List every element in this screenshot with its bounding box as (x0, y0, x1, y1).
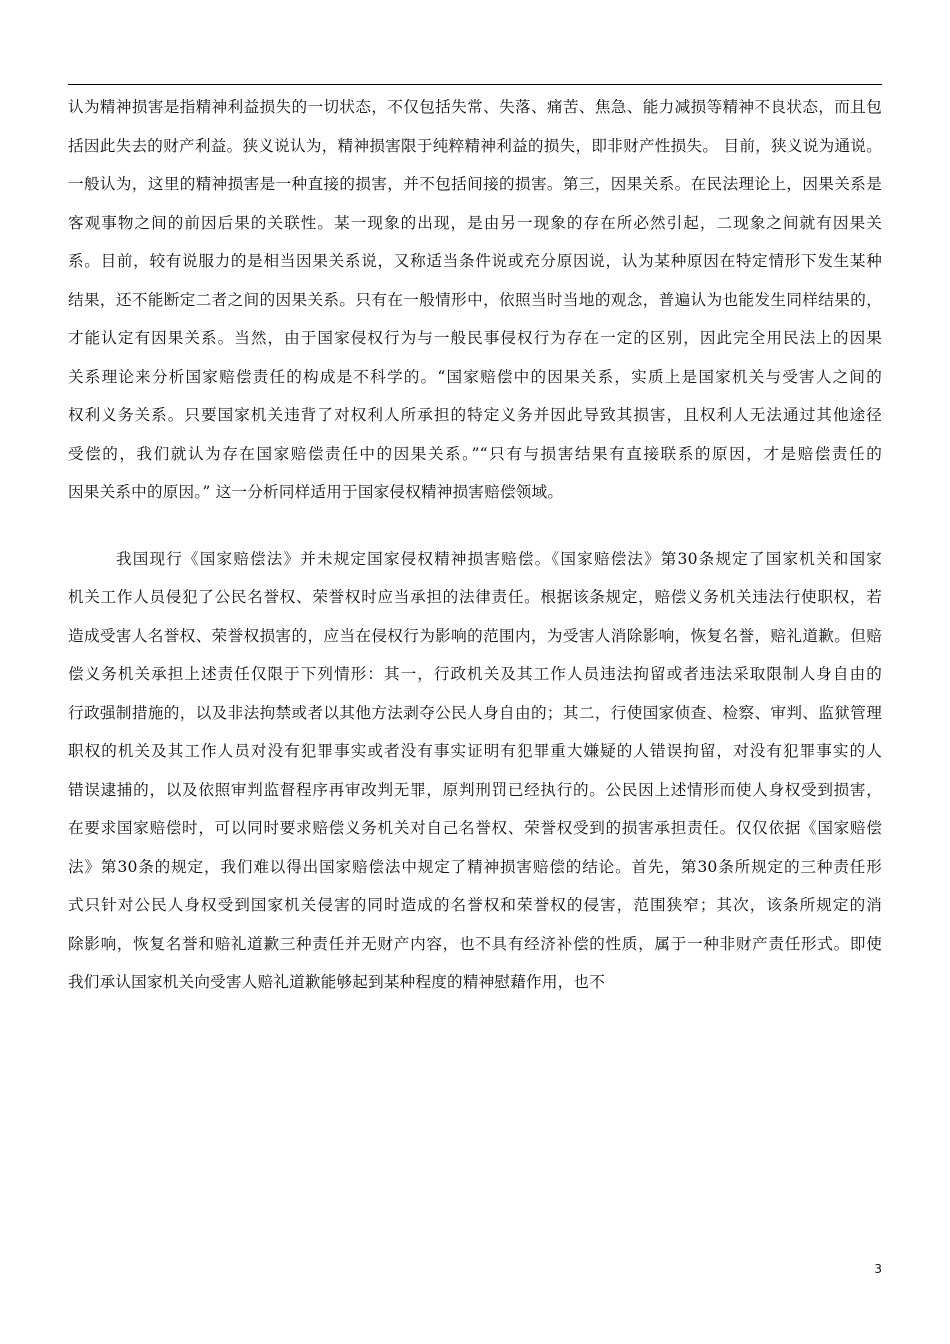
paragraph-line: 在要求国家赔偿时，可以同时要求赔偿义务机关对自己名誉权、荣誉权受到的损害承担责任。仅仅依据《国家赔偿 (68, 819, 882, 837)
paragraph-line: 除影响，恢复名誉和赔礼道歉三种责任并无财产内容，也不具有经济补偿的性质，属于一种非财产责任形式。即使 (68, 934, 882, 953)
paragraph-line: 我们承认国家机关向受害人赔礼道歉能够起到某种程度的精神慰藉作用，也不 (68, 973, 605, 991)
paragraph-line: 偿义务机关承担上述责任仅限于下列情形：其一，行政机关及其工作人员违法拘留或者违法采取限制人身自由的 (68, 665, 882, 683)
paragraph-line: 客观事物之间的前因后果的关联性。某一现象的出现，是由另一现象的存在所必然引起，二现象之间就有因果关 (68, 213, 882, 232)
paragraph-line: 括因此失去的财产利益。狭义说认为，精神损害限于纯粹精神利益的损失，即非财产性损失。 目前，狭义说为通说。 (68, 136, 882, 155)
header-rule (68, 84, 882, 85)
paragraph-line: 我国现行《国家赔偿法》并未规定国家侵权精神损害赔偿。《国家赔偿法》第30条规定了国家机关和国家 (116, 549, 882, 568)
paragraph-line: 职权的机关及其工作人员对没有犯罪事实或者没有事实证明有犯罪重大嫌疑的人错误拘留，对没有犯罪事实的人 (68, 742, 882, 760)
paragraph-line: 权利义务关系。只要国家机关违背了对权利人所承担的特定义务并因此导致其损害，且权利人无法通过其他途径 (68, 406, 882, 424)
paragraph-line: 才能认定有因果关系。当然，由于国家侵权行为与一般民事侵权行为存在一定的区别，因此完全用民法上的因果 (68, 329, 882, 347)
paragraph-1 (68, 88, 882, 512)
paragraph-line: 因果关系中的原因。” 这一分析同样适用于国家侵权精神损害赔偿领域。 (68, 483, 564, 501)
paragraph-line: 法》第30条的规定，我们难以得出国家赔偿法中规定了精神损害赔偿的结论。首先，第30条所规定的三种责任形 (68, 857, 882, 876)
paragraph-line: 行政强制措施的，以及非法拘禁或者以其他方法剥夺公民人身自由的；其二，行使国家侦查、检察、审判、监狱管理 (68, 703, 882, 722)
paragraph-2 (68, 540, 882, 1002)
paragraph-line: 式只针对公民人身权受到国家机关侵害的同时造成的名誉权和荣誉权的侵害，范围狭窄；其次，该条所规定的消 (68, 896, 882, 914)
paragraph-line: 关系理论来分析国家赔偿责任的构成是不科学的。“国家赔偿中的因果关系，实质上是国家机关与受害人之间的 (68, 367, 882, 386)
paragraph-line: 错误逮捕的，以及依照审判监督程序再审改判无罪，原判刑罚已经执行的。公民因上述情形而使人身权受到损害， (68, 780, 882, 799)
paragraph-line: 系。目前，较有说服力的是相当因果关系说，又称适当条件说或充分原因说，认为某种原因在特定情形下发生某种 (68, 252, 882, 270)
body-text (68, 88, 882, 1002)
paragraph-line: 认为精神损害是指精神利益损失的一切状态，不仅包括失常、失落、痛苦、焦急、能力减损等精神不良状态，而且包 (68, 98, 882, 116)
paragraph-line: 一般认为，这里的精神损害是一种直接的损害，并不包括间接的损害。第三，因果关系。在民法理论上，因果关系是 (68, 175, 882, 193)
paragraph-line: 机关工作人员侵犯了公民名誉权、荣誉权时应当承担的法律责任。根据该条规定，赔偿义务机关违法行使职权，若 (68, 588, 882, 606)
paragraph-line: 造成受害人名誉权、荣誉权损害的，应当在侵权行为影响的范围内，为受害人消除影响，恢复名誉，赔礼道歉。但赔 (68, 626, 882, 645)
paragraph-line: 受偿的，我们就认为存在国家赔偿责任中的因果关系。”“只有与损害结果有直接联系的原因，才是赔偿责任的 (68, 444, 882, 463)
page-number: 3 (874, 1262, 882, 1276)
paragraph-gap (68, 512, 882, 540)
paragraph-line: 结果，还不能断定二者之间的因果关系。只有在一般情形中，依照当时当地的观念，普遍认为也能发生同样结果的， (68, 290, 882, 309)
